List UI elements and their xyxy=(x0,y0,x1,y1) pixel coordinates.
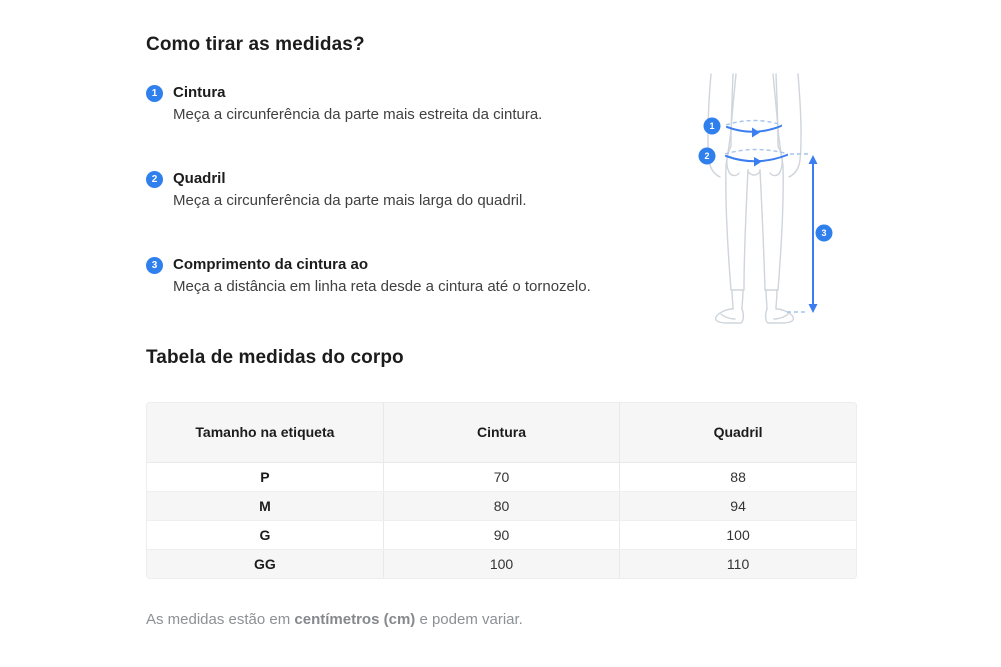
step-comprimento xyxy=(146,256,686,296)
footnote-prefix: As medidas estão em xyxy=(146,611,295,628)
step-2-description: Meça a circunferência da parte mais larga do quadril. xyxy=(173,192,527,209)
step-3-badge: 3 xyxy=(146,257,163,274)
body-measurement-illustration xyxy=(688,70,863,340)
cintura-cell: 70 xyxy=(383,462,619,491)
step-1-badge: 1 xyxy=(146,85,163,102)
measurement-footnote xyxy=(146,611,523,628)
page-title: Como tirar as medidas? xyxy=(146,34,365,55)
table-header-row xyxy=(147,403,856,462)
step-2-label: Quadril xyxy=(173,170,226,187)
size-cell: M xyxy=(147,491,383,520)
length-measure-arrow xyxy=(787,155,818,313)
column-header-quadril: Quadril xyxy=(620,403,856,462)
table-section-title: Tabela de medidas do corpo xyxy=(146,347,404,368)
body-outline xyxy=(708,74,801,323)
waist-measure-arrow xyxy=(726,121,782,138)
cintura-cell: 100 xyxy=(383,549,619,578)
column-header-cintura: Cintura xyxy=(383,403,619,462)
figure-marker-1 xyxy=(704,118,721,135)
quadril-cell: 88 xyxy=(620,462,856,491)
step-1-description: Meça a circunferência da parte mais estreita da cintura. xyxy=(173,106,543,123)
figure-marker-3 xyxy=(816,225,833,242)
cintura-cell: 80 xyxy=(383,491,619,520)
hip-measure-arrow xyxy=(725,150,809,167)
table-row xyxy=(147,491,856,520)
footnote-bold-cm: centímetros (cm) xyxy=(294,611,416,628)
cintura-cell: 90 xyxy=(383,520,619,549)
measurement-steps xyxy=(146,84,686,342)
svg-text:3: 3 xyxy=(821,228,827,239)
size-cell: P xyxy=(147,462,383,491)
svg-text:2: 2 xyxy=(704,151,710,162)
table-row xyxy=(147,549,856,578)
footnote-suffix: e podem variar. xyxy=(415,611,523,628)
column-header-size: Tamanho na etiqueta xyxy=(147,403,383,462)
table-row xyxy=(147,462,856,491)
body-measurements-table xyxy=(147,403,856,578)
svg-text:1: 1 xyxy=(709,121,715,132)
figure-marker-2 xyxy=(699,148,716,165)
step-1-label: Cintura xyxy=(173,84,226,101)
quadril-cell: 110 xyxy=(620,549,856,578)
step-3-label: Comprimento da cintura ao xyxy=(173,256,369,273)
step-cintura xyxy=(146,84,686,124)
size-cell: GG xyxy=(147,549,383,578)
body-measurements-table-wrap xyxy=(146,402,857,579)
quadril-cell: 100 xyxy=(620,520,856,549)
table-row xyxy=(147,520,856,549)
quadril-cell: 94 xyxy=(620,491,856,520)
step-3-description: Meça a distância em linha reta desde a cintura até o tornozelo. xyxy=(173,278,591,295)
size-cell: G xyxy=(147,520,383,549)
step-quadril xyxy=(146,170,686,210)
step-2-badge: 2 xyxy=(146,171,163,188)
